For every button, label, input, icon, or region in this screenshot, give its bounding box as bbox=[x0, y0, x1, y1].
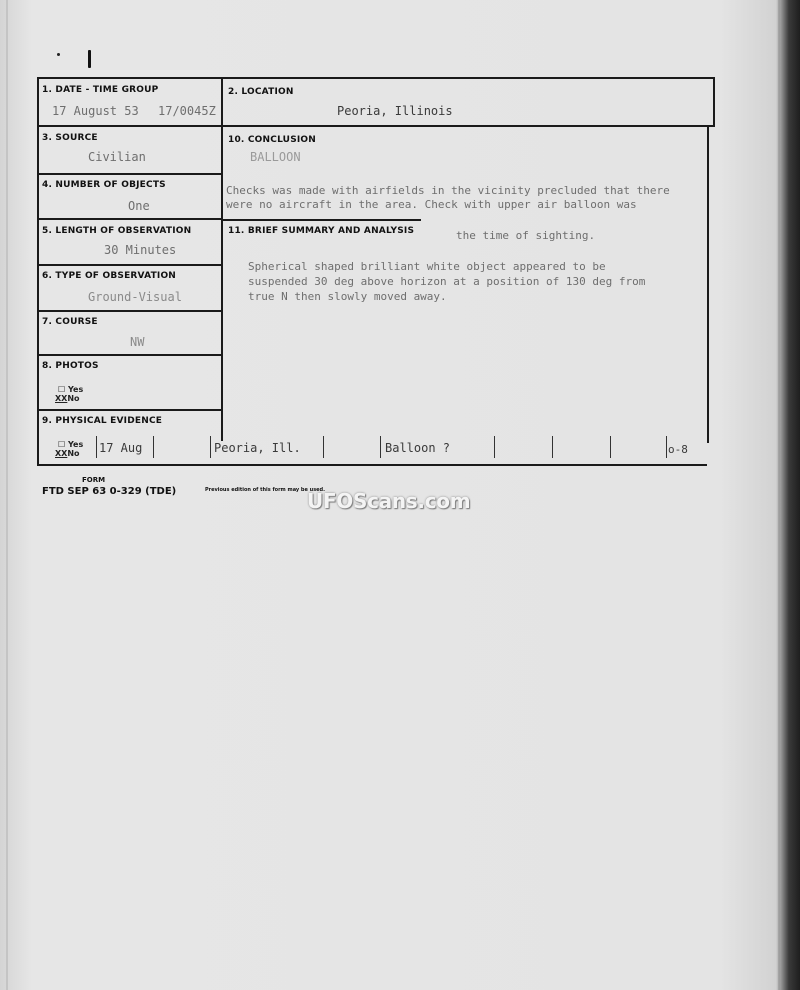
form-right-border bbox=[707, 127, 709, 443]
number-of-objects-header: 4. NUMBER OF OBJECTS bbox=[42, 180, 166, 190]
length-of-observation-value: 30 Minutes bbox=[104, 243, 177, 257]
row-sep bbox=[37, 173, 223, 175]
strip-sep bbox=[96, 436, 97, 458]
watermark: UFOScans.com bbox=[307, 489, 471, 513]
source-header: 3. SOURCE bbox=[42, 133, 98, 143]
strip-code: o-8 bbox=[668, 443, 688, 456]
strip-sep bbox=[610, 436, 611, 458]
strip-sep bbox=[380, 436, 381, 458]
row-sep bbox=[37, 409, 223, 411]
time-value: 17/0045Z bbox=[158, 104, 216, 118]
row-sep bbox=[37, 125, 715, 127]
brief-summary-header: 11. BRIEF SUMMARY AND ANALYSIS bbox=[228, 226, 415, 236]
conclusion-text-line: the time of sighting. bbox=[456, 229, 596, 242]
form-right-border-upper bbox=[713, 77, 715, 127]
location-header: 2. LOCATION bbox=[228, 87, 294, 97]
summary-line: Spherical shaped brilliant white object appeared to be bbox=[248, 260, 606, 273]
row-sep bbox=[37, 354, 223, 356]
row-sep bbox=[37, 218, 223, 220]
conclusion-text-line: Checks was made with airfields in the vicinity precluded that there bbox=[226, 184, 670, 197]
photos-no-label: No bbox=[67, 394, 80, 403]
summary-line: suspended 30 deg above horizon at a position of 130 deg from bbox=[248, 275, 646, 288]
form-bottom-border bbox=[37, 464, 707, 466]
photos-yes-checkbox: ☐ Yes bbox=[58, 385, 84, 394]
strip-sep bbox=[666, 436, 667, 458]
evidence-yes-label: Yes bbox=[67, 440, 84, 449]
evidence-no-checkbox bbox=[55, 449, 80, 458]
physical-evidence-header: 9. PHYSICAL EVIDENCE bbox=[42, 416, 163, 426]
photos-header: 8. PHOTOS bbox=[42, 361, 99, 371]
type-of-observation-value: Ground-Visual bbox=[88, 290, 182, 304]
form-label: FORM bbox=[82, 476, 106, 484]
source-value: Civilian bbox=[88, 150, 146, 164]
strip-sep bbox=[323, 436, 324, 458]
form-left-border bbox=[37, 77, 39, 466]
course-value: NW bbox=[130, 335, 145, 349]
form-top-border bbox=[37, 77, 715, 79]
conclusion-header: 10. CONCLUSION bbox=[228, 135, 317, 145]
strip-date: 17 Aug bbox=[99, 441, 143, 455]
evidence-mark: XX bbox=[55, 449, 68, 458]
photos-no-checkbox bbox=[55, 394, 80, 403]
strip-sep bbox=[210, 436, 211, 458]
conclusion-value: BALLOON bbox=[250, 150, 301, 164]
strip-place: Peoria, Ill. bbox=[214, 441, 301, 455]
form-number: FTD SEP 63 0-329 (TDE) bbox=[42, 486, 177, 497]
punch-dot bbox=[57, 53, 60, 56]
course-header: 7. COURSE bbox=[42, 317, 98, 327]
row-sep bbox=[37, 264, 223, 266]
scan-artifact bbox=[778, 0, 780, 990]
evidence-yes-checkbox: ☐ Yes bbox=[58, 440, 84, 449]
scan-artifact bbox=[6, 0, 8, 990]
type-of-observation-header: 6. TYPE OF OBSERVATION bbox=[42, 271, 177, 281]
photos-yes-label: Yes bbox=[67, 385, 84, 394]
summary-line: true N then slowly moved away. bbox=[248, 290, 447, 303]
form-col-divider bbox=[221, 77, 223, 441]
number-of-objects-value: One bbox=[128, 199, 150, 213]
punch-mark bbox=[88, 50, 91, 68]
photos-mark: XX bbox=[55, 394, 68, 403]
conclusion-text-line: were no aircraft in the area. Check with upper air balloon was bbox=[226, 198, 637, 211]
strip-sep bbox=[552, 436, 553, 458]
date-time-group-header: 1. DATE - TIME GROUP bbox=[42, 85, 159, 95]
date-value: 17 August 53 bbox=[52, 104, 139, 118]
row-sep bbox=[37, 310, 223, 312]
length-of-observation-header: 5. LENGTH OF OBSERVATION bbox=[42, 226, 192, 236]
form-note: Previous edition of this form may be used. bbox=[205, 487, 326, 493]
strip-result: Balloon ? bbox=[385, 441, 451, 455]
strip-sep bbox=[494, 436, 495, 458]
strip-sep bbox=[153, 436, 154, 458]
evidence-no-label: No bbox=[67, 449, 80, 458]
location-value: Peoria, Illinois bbox=[337, 104, 453, 118]
row-sep bbox=[221, 219, 421, 221]
